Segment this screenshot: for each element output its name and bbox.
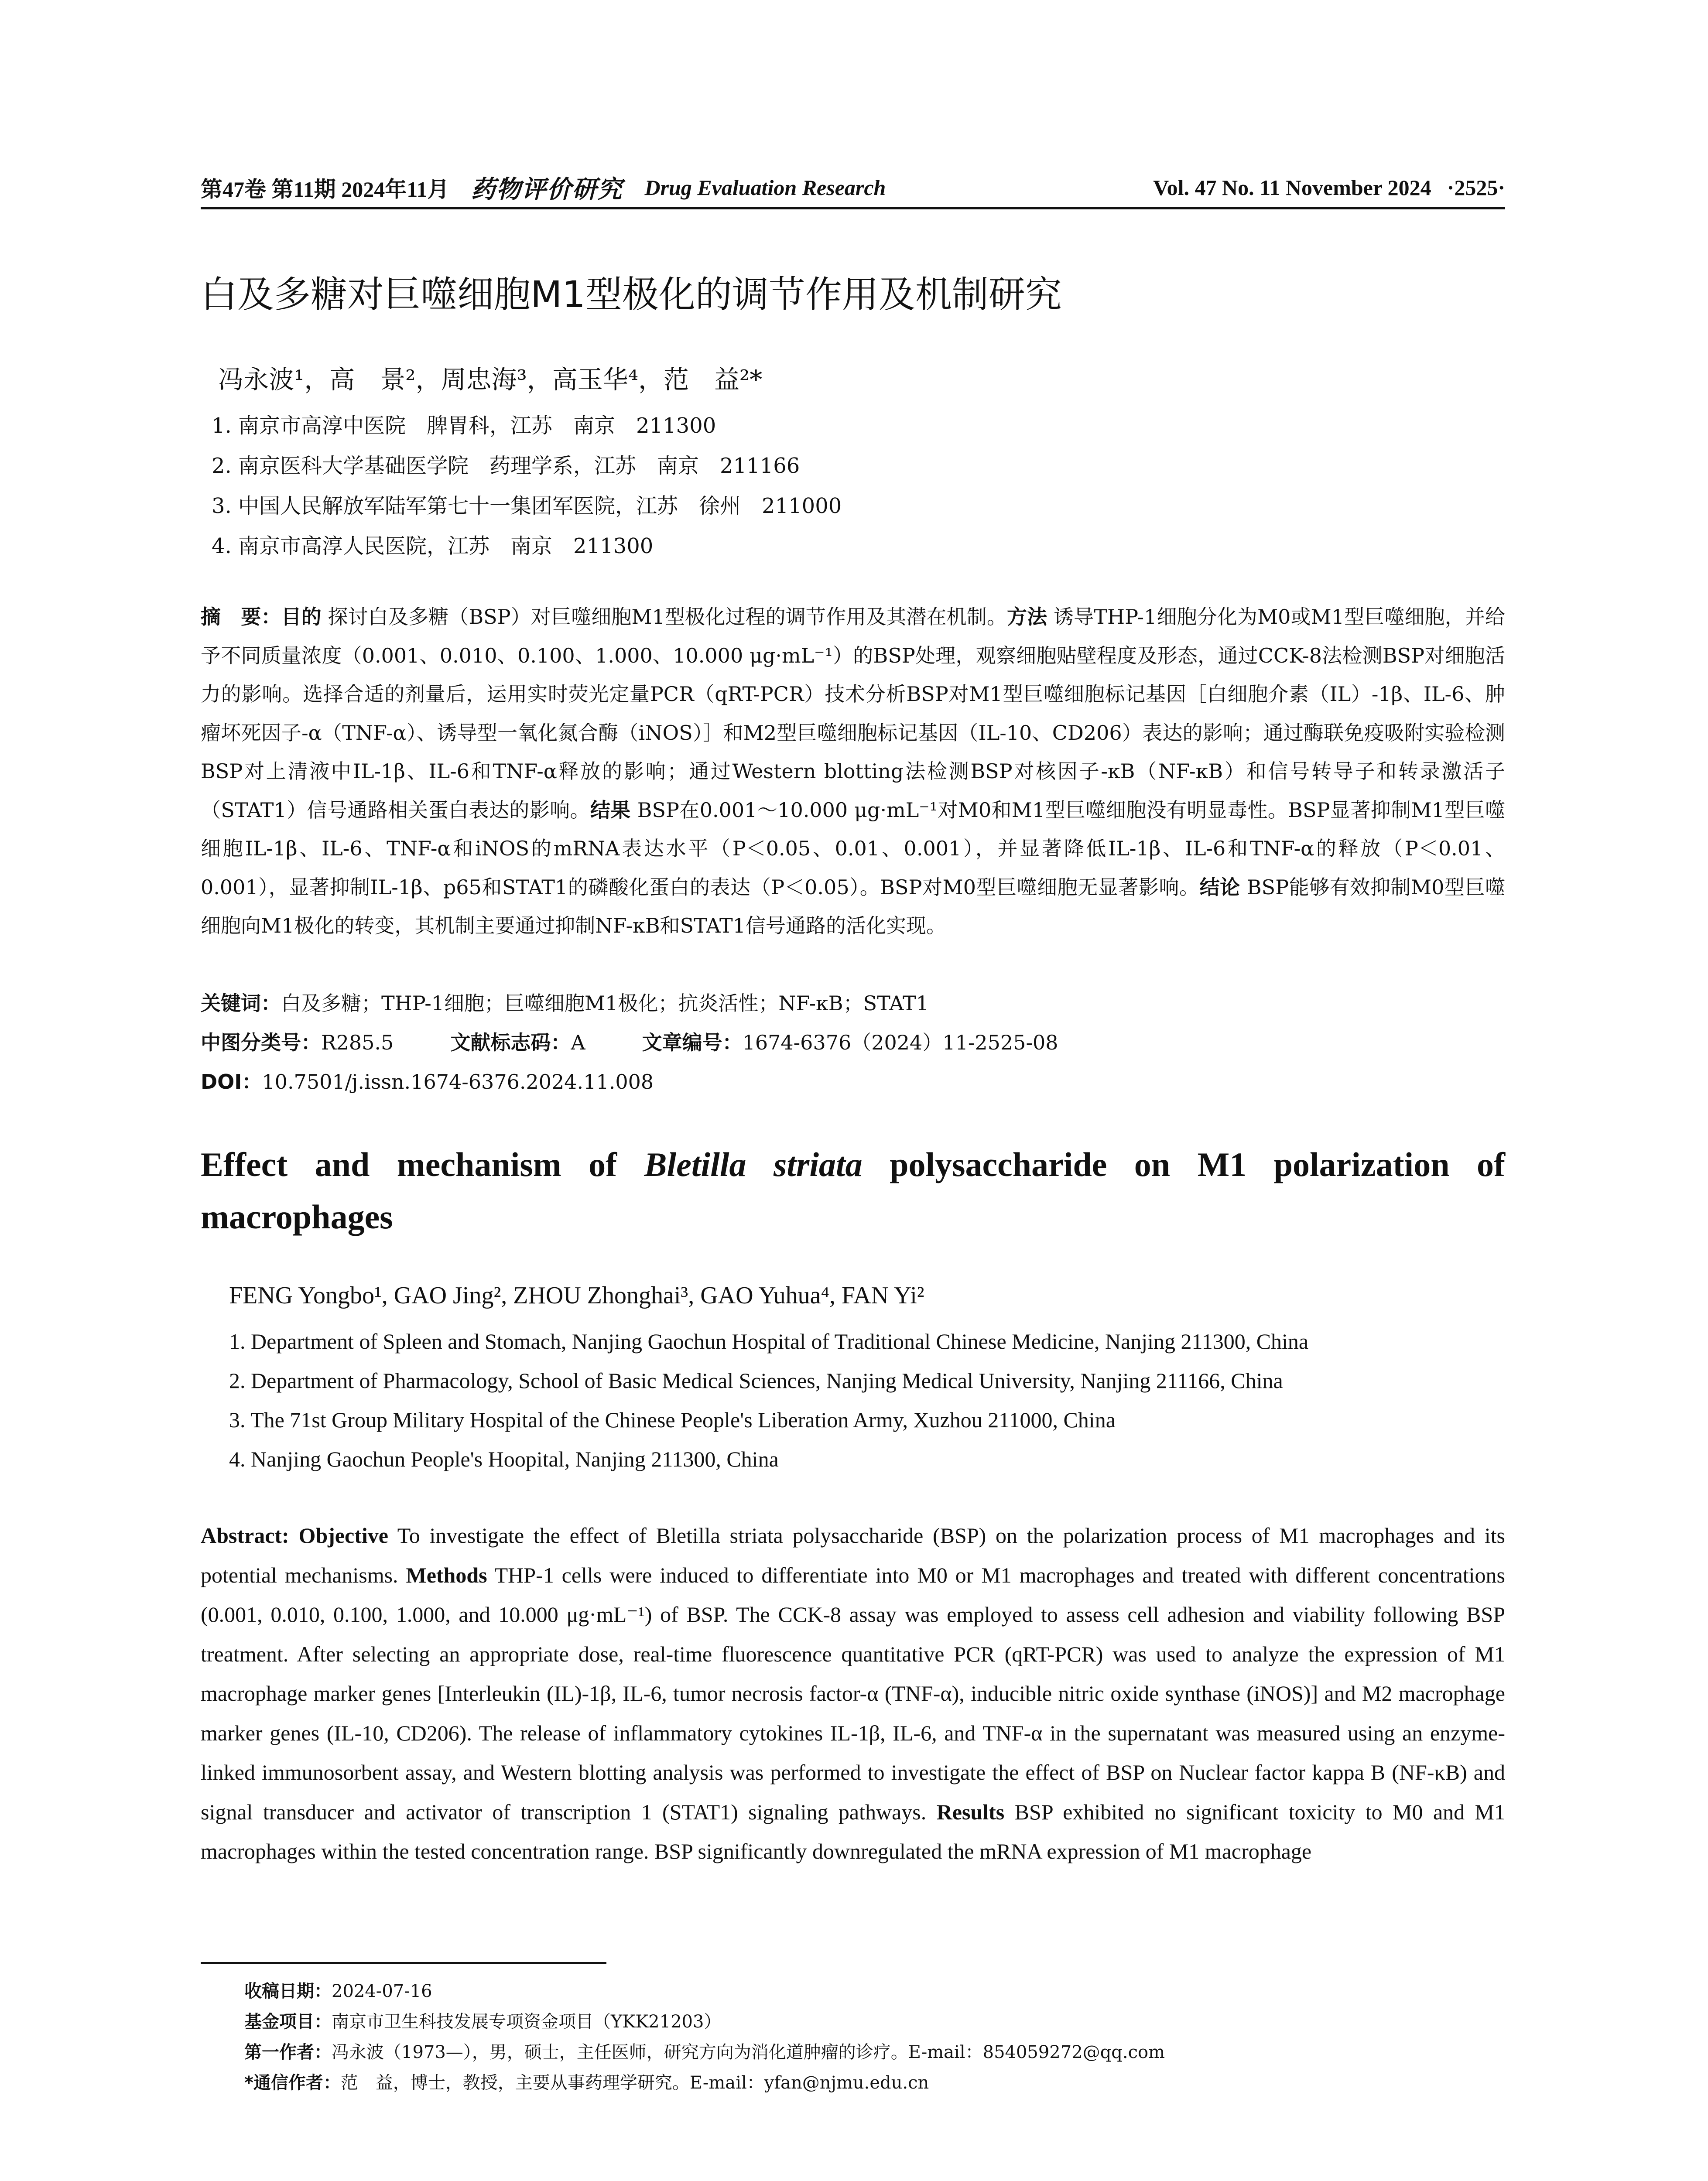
en-results-label: Results — [936, 1799, 1005, 1824]
en-title-post: polysaccharide on M1 polarization of macrophages — [201, 1145, 1505, 1236]
keywords-label: 关键词： — [201, 991, 281, 1015]
cn-conclusion-label: 结论 — [1199, 875, 1240, 899]
cn-methods-label: 方法 — [1007, 605, 1047, 629]
journal-logo-cn: 药物评价研究 — [471, 176, 623, 203]
first-author-info — [244, 2037, 1501, 2068]
journal-name-en: Drug Evaluation Research — [644, 175, 886, 200]
en-affiliation: 1. Department of Spleen and Stomach, Nanjing Gaochun Hospital of Traditional Chinese Medicine, Nanjing 211300, China — [229, 1329, 1309, 1354]
corresponding-author-info — [244, 2068, 1501, 2098]
en-objective-text: To investigate the effect of Bletilla striata polysaccharide (BSP) on the polarization process of M1 macrophages and its potential mechanisms. — [201, 1523, 1505, 1587]
cn-affiliation: 1. 南京市高淳中医院 脾胃科，江苏 南京 211300 — [212, 414, 716, 438]
doc-code-label: 文献标志码： — [450, 1031, 571, 1054]
en-methods-label: Methods — [406, 1562, 487, 1587]
cn-affiliation: 4. 南京市高淳人民医院，江苏 南京 211300 — [212, 534, 654, 558]
en-methods-text: THP-1 cells were induced to differentiate into M0 or M1 macrophages and treated with different concentrations (0.001, 0.010, 0.100, 1.000, and 10.000 μg·mL⁻¹) of BSP. The CCK-8 assay was employed to assess cell adhesion and viability following BSP treatment. After selecting an appropriate dose, real-time fluorescence quantitative PCR (qRT-PCR) was used to analyze the expression of M1 macrophage marker genes [Interleukin (IL)-1β, IL-6, tumor necrosis factor-α (TNF-α), inducible nitric oxide synthase (iNOS)] and M2 macrophage marker genes (IL-10, CD206). The release of inflammatory cytokines IL-1β, IL-6, and TNF-α in the supernatant was measured using an enzyme-linked immunosorbent assay, and Western blotting analysis was performed to investigate the effect of BSP on Nuclear factor kappa B (NF-κB) and signal transducer and activator of transcription 1 (STAT1) signaling pathways. — [201, 1562, 1505, 1824]
cn-conclusion-text: BSP能够有效抑制M0型巨噬细胞向M1极化的转变，其机制主要通过抑制NF-κB和STAT1信号通路的活化实现。 — [201, 875, 1506, 937]
issue-cn: 第47卷 第11期 2024年11月 — [201, 177, 449, 202]
doi-label: DOI： — [201, 1070, 262, 1094]
clc-code: R285.5 — [321, 1031, 394, 1054]
doc-code: A — [571, 1031, 585, 1054]
en-title-italic: Bletilla striata — [644, 1145, 863, 1183]
running-header — [201, 168, 1505, 209]
keywords-row — [201, 984, 1505, 1023]
cn-affiliation: 3. 中国人民解放军陆军第七十一集团军医院，江苏 徐州 211000 — [212, 494, 842, 518]
cn-affiliations — [212, 406, 1477, 566]
first-author-value: 冯永波（1973—），男，硕士，主任医师，研究方向为消化道肿瘤的诊疗。E-mail：854059272@qq.com — [332, 2042, 1165, 2062]
en-authors: FENG Yongbo¹, GAO Jing², ZHOU Zhonghai³, GAO Yuhua⁴, FAN Yi² — [229, 1282, 924, 1309]
doi-row — [201, 1062, 1505, 1101]
en-affiliation: 4. Nanjing Gaochun People's Hoopital, Nanjing 211300, China — [229, 1447, 779, 1471]
cn-objective-label: 目的 — [281, 605, 322, 629]
en-affiliation: 3. The 71st Group Military Hospital of the Chinese People's Liberation Army, Xuzhou 211000, China — [229, 1408, 1116, 1432]
clc-label: 中图分类号： — [201, 1031, 321, 1054]
classification-row — [201, 1023, 1505, 1062]
en-abstract — [201, 1516, 1505, 1871]
received-label: 收稿日期： — [244, 1981, 332, 2001]
received-value: 2024-07-16 — [332, 1981, 432, 2001]
received-date — [244, 1976, 1501, 2007]
cn-authors: 冯永波¹，高 景²，周忠海³，高玉华⁴，范 益²* — [218, 365, 763, 394]
corresponding-value: 范 益，博士，教授，主要从事药理学研究。E-mail：yfan@njmu.edu.cn — [340, 2073, 929, 2093]
en-results-text: BSP exhibited no significant toxicity to M0 and M1 macrophages within the tested concentration range. BSP significantly downregulated the mRNA expression of M1 macrophage — [201, 1799, 1506, 1863]
cn-results-label: 结果 — [590, 798, 631, 822]
en-affiliation: 2. Department of Pharmacology, School of Basic Medical Sciences, Nanjing Medical University, Nanjing 211166, China — [229, 1368, 1283, 1393]
corresponding-label: *通信作者： — [244, 2073, 341, 2093]
en-objective-label: Objective — [298, 1523, 388, 1548]
fund-label: 基金项目： — [244, 2012, 332, 2032]
cn-methods-text: 诱导THP-1细胞分化为M0或M1型巨噬细胞，并给予不同质量浓度（0.001、0.010、0.100、1.000、10.000 μg·mL⁻¹）的BSP处理，观察细胞贴壁程度及形态，通过CCK-8法检测BSP对细胞活力的影响。选择合适的剂量后，运用实时荧光定量PCR（qRT-PCR）技术分析BSP对M1型巨噬细胞标记基因［白细胞介素（IL）-1β、IL-6、肿瘤坏死因子-α（TNF-α）、诱导型一氧化氮合酶（iNOS）］和M2型巨噬细胞标记基因（IL-10、CD206）表达的影响；通过酶联免疫吸附实验检测BSP对上清液中IL-1β、IL-6和TNF-α释放的影响；通过Western blotting法检测BSP对核因子-κB（NF-κB）和信号转导子和转录激活子（STAT1）信号通路相关蛋白表达的影响。 — [201, 605, 1506, 822]
article-no: 1674-6376（2024）11-2525-08 — [742, 1031, 1058, 1054]
fund-value: 南京市卫生科技发展专项资金项目（YKK21203） — [332, 2012, 722, 2032]
en-title-pre: Effect and mechanism of — [201, 1145, 644, 1183]
first-author-label: 第一作者： — [244, 2042, 332, 2062]
cn-results-text: BSP在0.001～10.000 μg·mL⁻¹对M0和M1型巨噬细胞没有明显毒性。BSP显著抑制M1型巨噬细胞IL-1β、IL-6、TNF-α和iNOS的mRNA表达水平（P＜0.05、0.01、0.001），并显著降低IL-1β、IL-6和TNF-α的释放（P＜0.01、0.001），显著抑制IL-1β、p65和STAT1的磷酸化蛋白的表达（P＜0.05）。BSP对M0型巨噬细胞无显著影响。 — [201, 798, 1506, 899]
cn-objective-text: 探讨白及多糖（BSP）对巨噬细胞M1型极化过程的调节作用及其潜在机制。 — [328, 605, 1007, 629]
cn-title: 白及多糖对巨噬细胞M1型极化的调节作用及机制研究 — [201, 273, 1062, 316]
page-number: ·2525· — [1447, 175, 1505, 200]
cn-abstract-label: 摘 要： — [201, 605, 281, 629]
en-affiliations — [229, 1322, 1503, 1479]
en-title — [201, 1138, 1505, 1243]
cn-affiliation: 2. 南京医科大学基础医学院 药理学系，江苏 南京 211166 — [212, 454, 800, 478]
doi: 10.7501/j.issn.1674-6376.2024.11.008 — [262, 1070, 654, 1094]
footnote-divider — [201, 1962, 606, 1964]
article-no-label: 文章编号： — [642, 1031, 743, 1054]
en-abstract-label: Abstract: — [201, 1523, 289, 1548]
volume-info: Vol. 47 No. 11 November 2024 — [1153, 175, 1431, 200]
footnotes — [244, 1976, 1501, 2098]
fund-info — [244, 2007, 1501, 2037]
keywords: 白及多糖；THP-1细胞；巨噬细胞M1极化；抗炎活性；NF-κB；STAT1 — [281, 991, 929, 1015]
cn-abstract — [201, 598, 1505, 945]
cn-metadata — [201, 984, 1505, 1101]
